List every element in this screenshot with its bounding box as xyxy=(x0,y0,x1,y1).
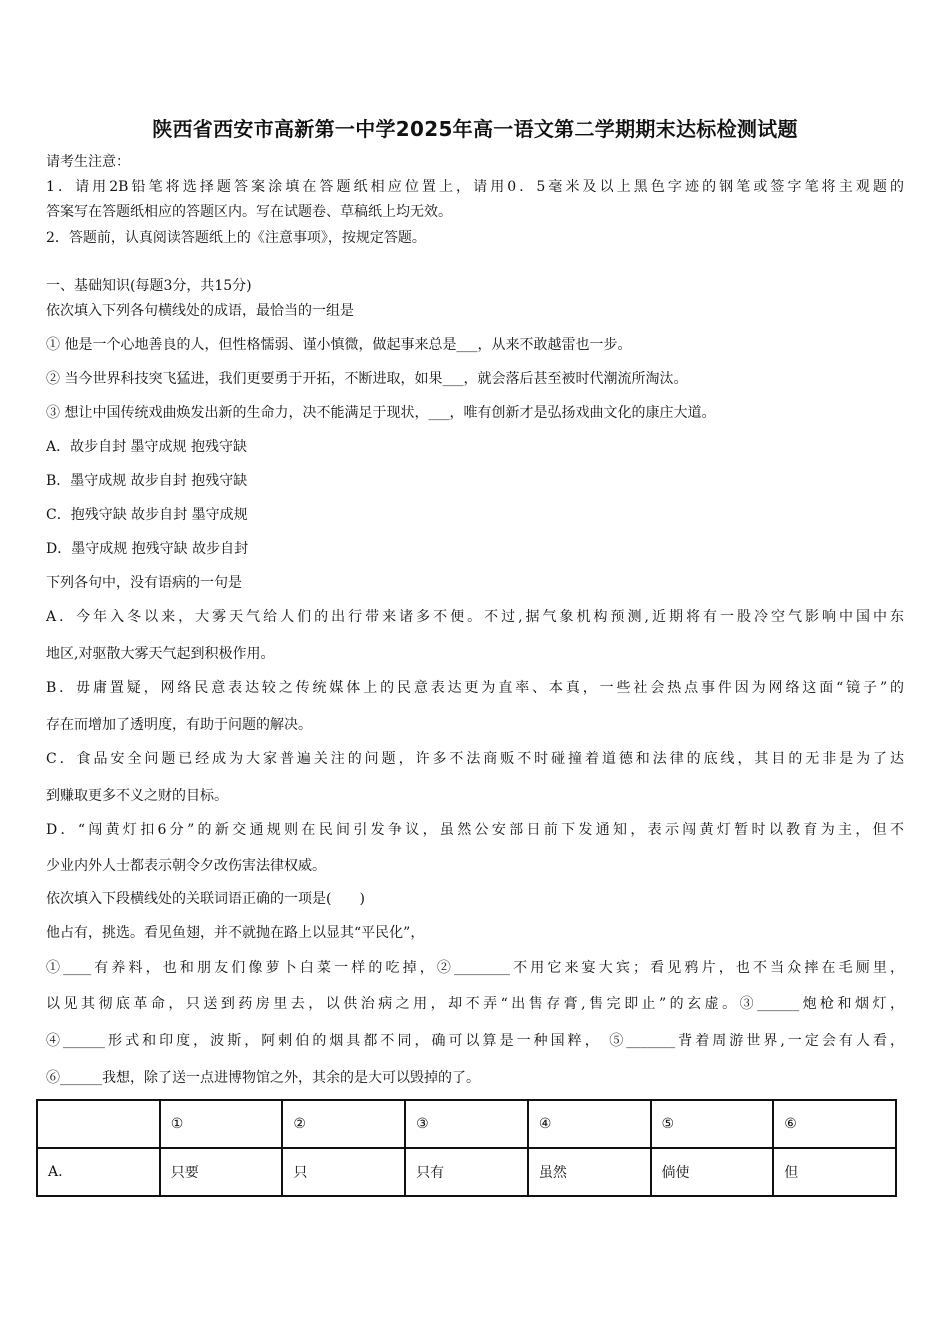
q3-passage-line: 他占有，挑选。看见鱼翅，并不就抛在路上以显其“平民化”， xyxy=(46,925,425,941)
table-cell: ② xyxy=(282,1100,405,1148)
q1-option-d: D．墨守成规 抱残守缺 故步自封 xyxy=(46,541,249,557)
table-cell: ④ xyxy=(528,1100,651,1148)
q3-passage-line: 以见其彻底革命，只送到药房里去，以供治病之用，却不弄“出售存膏,售完即止”的玄虚。③______炮枪和烟灯， xyxy=(46,996,904,1012)
q3-passage-line: ④______形式和印度，波斯，阿剌伯的烟具都不同，确可以算是一种国粹， ⑤_______背着周游世界,一定会有人看， xyxy=(46,1033,904,1049)
table-cell: 但 xyxy=(773,1148,896,1196)
q2-stem: 下列各句中，没有语病的一句是 xyxy=(46,575,242,591)
q3-passage-line: ①____有养料，也和朋友们像萝卜白菜一样的吃掉，②________不用它来宴大宾；看见鸦片，也不当众摔在毛厕里， xyxy=(46,960,904,976)
table-cell: A. xyxy=(37,1148,160,1196)
q1-sentence-1: ① 他是一个心地善良的人，但性格懦弱、谨小慎微，做起事来总是___，从来不敢越雷也一步。 xyxy=(46,337,632,353)
q2-option-a-cont: 地区,对驱散大雾天气起到积极作用。 xyxy=(46,646,275,662)
q2-option-c: C．食品安全问题已经成为大家普遍关注的问题，许多不法商贩不时碰撞着道德和法律的底线，其目的无非是为了达 xyxy=(46,751,904,767)
table-cell: 只 xyxy=(282,1148,405,1196)
page-title: 陕西省西安市高新第一中学2025年高一语文第二学期期末达标检测试题 xyxy=(152,117,798,141)
q2-option-b-cont: 存在而增加了透明度，有助于问题的解决。 xyxy=(46,717,312,733)
notice-item-1-cont: 答案写在答题纸相应的答题区内。写在试题卷、草稿纸上均无效。 xyxy=(46,204,452,220)
notice-heading: 请考生注意： xyxy=(46,154,130,170)
table-cell xyxy=(37,1100,160,1148)
q2-option-a: A．今年入冬以来，大雾天气给人们的出行带来诸多不便。不过,据气象机构预测,近期将有一股冷空气影响中国中东 xyxy=(46,609,904,625)
notice-item-2: 2．答题前，认真阅读答题纸上的《注意事项》，按规定答题。 xyxy=(46,230,426,246)
q2-option-d: D．“闯黄灯扣6分”的新交通规则在民间引发争议，虽然公安部日前下发通知，表示闯黄灯暂时以教育为主，但不 xyxy=(46,822,904,838)
table-cell: 只要 xyxy=(160,1148,283,1196)
table-cell: ⑥ xyxy=(773,1100,896,1148)
q1-option-b: B．墨守成规 故步自封 抱残守缺 xyxy=(46,473,248,489)
table-cell: 只有 xyxy=(405,1148,528,1196)
table-cell: ⑤ xyxy=(651,1100,774,1148)
q2-option-d-cont: 少业内外人士都表示朝令夕改伤害法律权威。 xyxy=(46,858,326,874)
q3-passage-line: ⑥______我想，除了送一点进博物馆之外，其余的是大可以毁掉的了。 xyxy=(46,1070,480,1086)
q3-stem: 依次填入下段横线处的关联词语正确的一项是( ) xyxy=(46,891,365,907)
table-cell: 虽然 xyxy=(528,1148,651,1196)
q1-option-c: C．抱残守缺 故步自封 墨守成规 xyxy=(46,507,248,523)
table-cell: 倘使 xyxy=(651,1148,774,1196)
q1-sentence-2: ② 当今世界科技突飞猛进，我们更要勇于开拓，不断进取，如果___，就会落后甚至被时代潮流所淘汰。 xyxy=(46,371,688,387)
q1-stem: 依次填入下列各句横线处的成语，最恰当的一组是 xyxy=(46,303,354,319)
q2-option-c-cont: 到赚取更多不义之财的目标。 xyxy=(46,788,228,804)
table-cell: ① xyxy=(160,1100,283,1148)
table-cell: ③ xyxy=(405,1100,528,1148)
section-heading: 一、基础知识(每题3分，共15分) xyxy=(46,278,252,294)
q2-option-b: B．毋庸置疑，网络民意表达较之传统媒体上的民意表达更为直率、本真，一些社会热点事件因为网络这面“镜子”的 xyxy=(46,680,904,696)
q1-option-a: A．故步自封 墨守成规 抱残守缺 xyxy=(46,439,248,455)
table-header-row xyxy=(37,1100,896,1148)
notice-item-1: 1．请用2B铅笔将选择题答案涂填在答题纸相应位置上，请用0．5毫米及以上黑色字迹的钢笔或签字笔将主观题的 xyxy=(46,179,904,195)
q1-sentence-3: ③ 想让中国传统戏曲焕发出新的生命力，决不能满足于现状，___，唯有创新才是弘扬戏曲文化的康庄大道。 xyxy=(46,405,716,421)
table-row xyxy=(37,1148,896,1196)
answer-table xyxy=(36,1099,897,1197)
